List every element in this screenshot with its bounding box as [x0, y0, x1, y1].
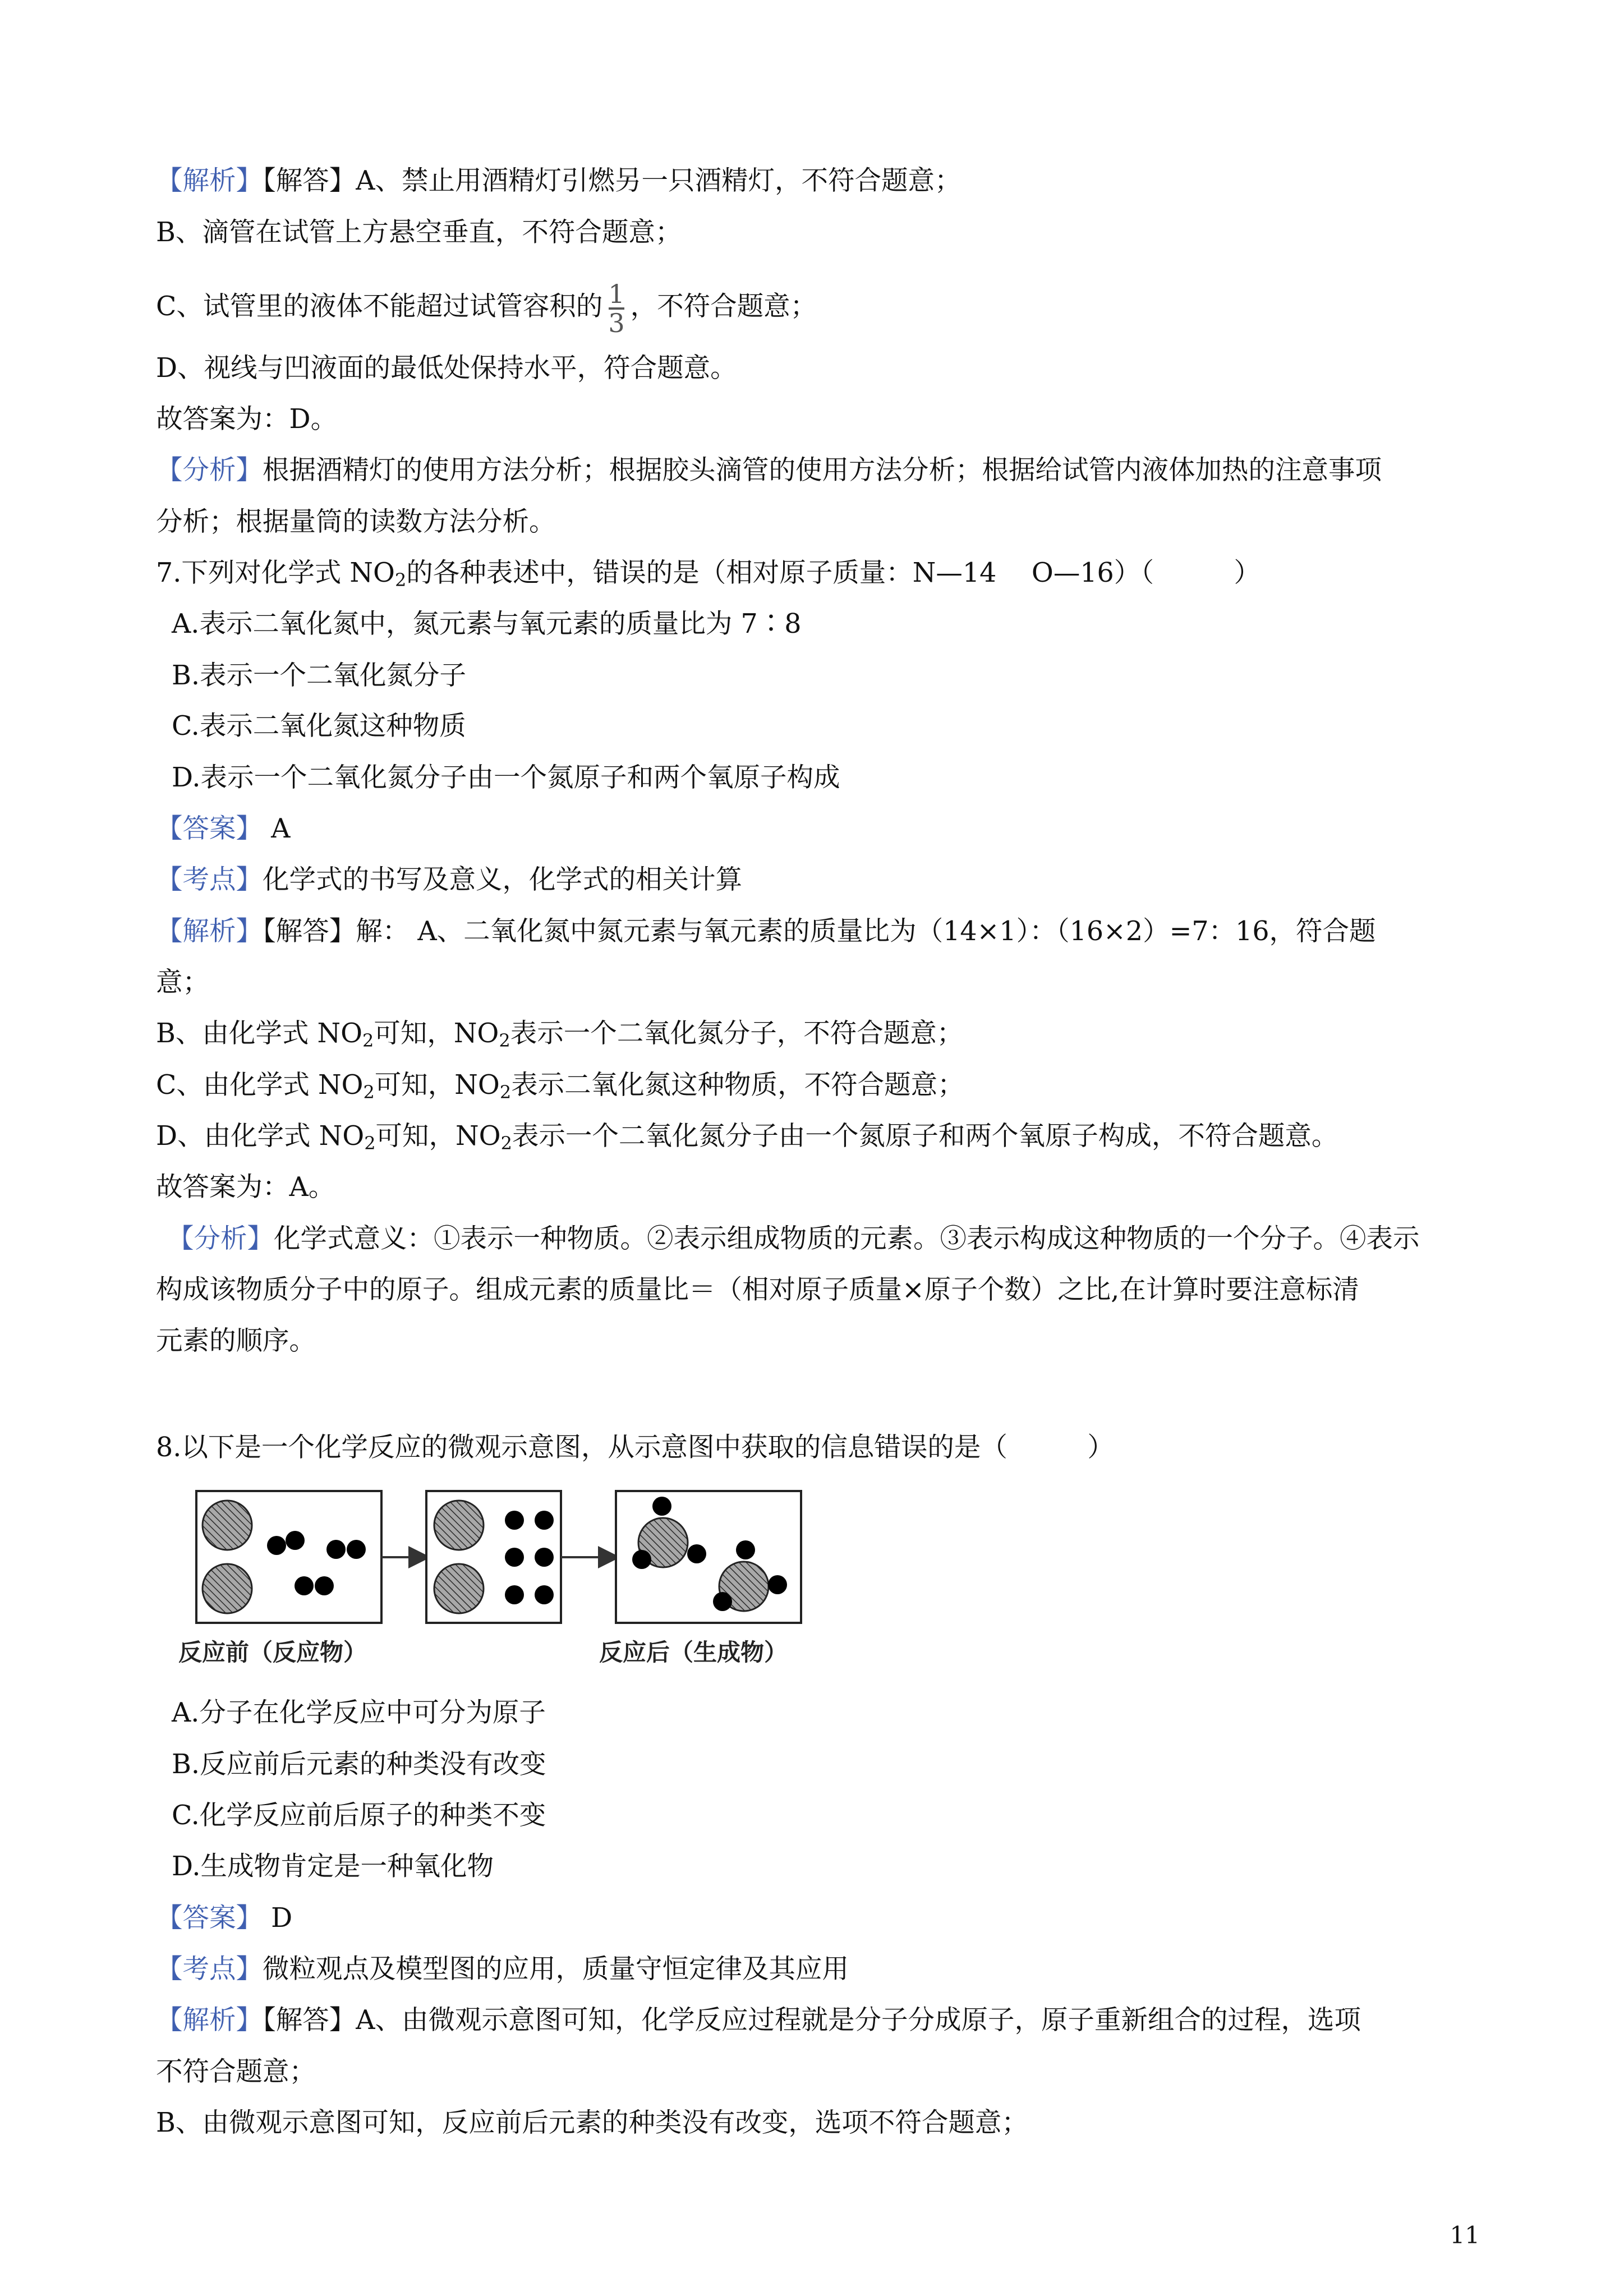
- q7-option-d: D.表示一个二氧化氮分子由一个氮原子和两个氧原子构成: [172, 762, 840, 793]
- tag-jiexi: 【解析】: [156, 916, 263, 947]
- small-atom: [505, 1585, 524, 1604]
- tag-jieda: 【解答】: [263, 2005, 356, 2036]
- small-atom: [632, 1550, 651, 1569]
- q7-d-mid: 可知，NO: [375, 1121, 501, 1152]
- q7-stem: [156, 556, 1260, 591]
- q7-fenxi-3: 元素的顺序。: [156, 1326, 316, 1356]
- q6-fenxi-1: 根据酒精灯的使用方法分析；根据胶头滴管的使用方法分析；根据给试管内液体加热的注意事项: [263, 455, 1382, 486]
- q7-jiexi-2: 意；: [156, 967, 209, 998]
- q7-kaodian-text: 化学式的书写及意义，化学式的相关计算: [263, 864, 742, 895]
- subscript: 2: [500, 1133, 512, 1154]
- fraction-one-third: [608, 280, 624, 337]
- q6-jiexi-a: A、禁止用酒精灯引燃另一只酒精灯，不符合题意；: [356, 165, 961, 196]
- tag-daan: 【答案】: [156, 1903, 263, 1934]
- q6-jiexi-b: B、滴管在试管上方悬空垂直，不符合题意；: [156, 217, 682, 248]
- subscript: 2: [499, 1082, 512, 1103]
- q7-jiexi-b: [156, 1016, 963, 1051]
- q8-option-b: B.反应前后元素的种类没有改变: [172, 1749, 546, 1780]
- q8-stem: 8.以下是一个化学反应的微观示意图，从示意图中获取的信息错误的是（ ）: [156, 1432, 1114, 1463]
- subscript: 2: [364, 1133, 376, 1154]
- q8-jiexi-line-1: [156, 2003, 1361, 2038]
- q7-b-pre: B、由化学式 NO: [156, 1018, 363, 1049]
- small-atom: [687, 1544, 706, 1563]
- subscript: 2: [363, 1082, 375, 1103]
- q6-jiexi-c-post: ，不符合题意；: [630, 291, 817, 322]
- small-atom: [535, 1511, 554, 1530]
- q8-option-d: D.生成物肯定是一种氧化物: [172, 1851, 494, 1882]
- tag-kaodian: 【考点】: [156, 864, 263, 895]
- q7-d-pre: D、由化学式 NO: [156, 1121, 365, 1152]
- large-atom: [434, 1564, 484, 1613]
- q6-fenxi-2: 分析；根据量筒的读数方法分析。: [156, 507, 556, 537]
- fraction-denominator: 3: [608, 308, 625, 338]
- tag-fenxi: 【分析】: [167, 1223, 274, 1254]
- q6-jiexi-d: D、视线与凹液面的最低处保持水平，符合题意。: [156, 353, 737, 384]
- reaction-micro-diagram: [173, 1489, 835, 1677]
- q7-c-pre: C、由化学式 NO: [156, 1070, 364, 1101]
- tag-jiexi: 【解析】: [156, 165, 263, 196]
- q7-fenxi-1: 化学式意义：①表示一种物质。②表示组成物质的元素。③表示构成这种物质的一个分子。④表示: [274, 1223, 1420, 1254]
- q7-option-b: B.表示一个二氧化氮分子: [172, 660, 467, 691]
- small-atom: [347, 1540, 366, 1559]
- small-atom: [768, 1575, 787, 1594]
- small-atom: [505, 1548, 524, 1567]
- small-atom: [535, 1585, 554, 1604]
- q7-answer: [156, 812, 290, 846]
- small-atom: [315, 1576, 334, 1595]
- q6-fenxi-line-1: [156, 453, 1382, 488]
- q8-jiexi-1: A、由微观示意图可知，化学反应过程就是分子分成原子，原子重新组合的过程，选项: [356, 2005, 1361, 2036]
- q7-jiexi-1: 解： A、二氧化氮中氮元素与氧元素的质量比为（14×1）：（16×2）=7：16，符合题: [356, 916, 1376, 947]
- q7-fenxi-line-1: [167, 1222, 1420, 1257]
- large-atom: [434, 1501, 484, 1550]
- subscript: 2: [362, 1030, 374, 1051]
- q7-answer-line: 故答案为：A。: [156, 1172, 335, 1203]
- q8-kaodian-text: 微粒观点及模型图的应用，质量守恒定律及其应用: [263, 1954, 849, 1985]
- tag-fenxi: 【分析】: [156, 455, 263, 486]
- tag-daan: 【答案】: [156, 813, 263, 844]
- q7-b-post: 表示一个二氧化氮分子，不符合题意；: [510, 1018, 964, 1049]
- q8-jiexi-2: 不符合题意；: [156, 2056, 316, 2087]
- large-atom: [203, 1564, 252, 1613]
- q7-stem-post: 的各种表述中，错误的是（相对原子质量：N—14 O—16）（ ）: [406, 558, 1261, 588]
- q7-jiexi-line-1: [156, 914, 1376, 949]
- q6-jiexi-c-pre: C、试管里的液体不能超过试管容积的: [156, 291, 603, 322]
- tag-jieda: 【解答】: [263, 165, 356, 196]
- small-atom: [505, 1511, 524, 1530]
- q7-option-a: A.表示二氧化氮中，氮元素与氧元素的质量比为 7∶8: [172, 609, 802, 639]
- small-atom: [652, 1497, 671, 1516]
- q7-jiexi-c: [156, 1068, 964, 1103]
- q7-answer-value: A: [263, 813, 291, 844]
- q7-stem-pre: 7.下列对化学式 NO: [156, 558, 395, 588]
- tag-jieda: 【解答】: [263, 916, 356, 947]
- q6-jiexi-line-a: [156, 164, 961, 199]
- q7-d-post: 表示一个二氧化氮分子由一个氮原子和两个氧原子构成，不符合题意。: [512, 1121, 1338, 1152]
- q7-c-mid: 可知，NO: [374, 1070, 500, 1101]
- small-atom: [736, 1540, 755, 1559]
- q6-jiexi-line-c: [156, 280, 817, 337]
- subscript: 2: [394, 569, 407, 591]
- q8-answer: [156, 1901, 292, 1936]
- tag-jiexi: 【解析】: [156, 2005, 263, 2036]
- q7-option-c: C.表示二氧化氮这种物质: [172, 711, 466, 742]
- q8-option-a: A.分子在化学反应中可分为原子: [172, 1697, 546, 1728]
- q8-kaodian: [156, 1952, 849, 1987]
- q7-fenxi-2: 构成该物质分子中的原子。组成元素的质量比＝（相对原子质量×原子个数）之比,在计算时要注意标清: [156, 1274, 1359, 1305]
- fraction-numerator: 1: [608, 279, 625, 309]
- q6-answer-line: 故答案为：D。: [156, 404, 338, 435]
- q7-c-post: 表示二氧化氮这种物质，不符合题意；: [511, 1070, 964, 1101]
- q7-jiexi-d: [156, 1119, 1338, 1154]
- label-after: 反应后（生成物）: [599, 1639, 788, 1666]
- large-atom: [203, 1501, 252, 1550]
- q8-jiexi-3: B、由微观示意图可知，反应前后元素的种类没有改变，选项不符合题意；: [156, 2108, 1028, 2138]
- small-atom: [535, 1548, 554, 1567]
- q8-answer-value: D: [263, 1903, 293, 1934]
- small-atom: [295, 1576, 314, 1595]
- small-atom: [267, 1536, 286, 1555]
- q8-option-c: C.化学反应前后原子的种类不变: [172, 1800, 546, 1831]
- tag-kaodian: 【考点】: [156, 1954, 263, 1985]
- page-number: 11: [1450, 2221, 1480, 2249]
- q7-b-mid: 可知，NO: [374, 1018, 499, 1049]
- label-before: 反应前（反应物）: [178, 1639, 367, 1666]
- subscript: 2: [499, 1030, 510, 1051]
- q7-kaodian: [156, 863, 742, 898]
- small-atom: [326, 1540, 346, 1559]
- small-atom: [286, 1531, 305, 1550]
- small-atom: [713, 1592, 732, 1611]
